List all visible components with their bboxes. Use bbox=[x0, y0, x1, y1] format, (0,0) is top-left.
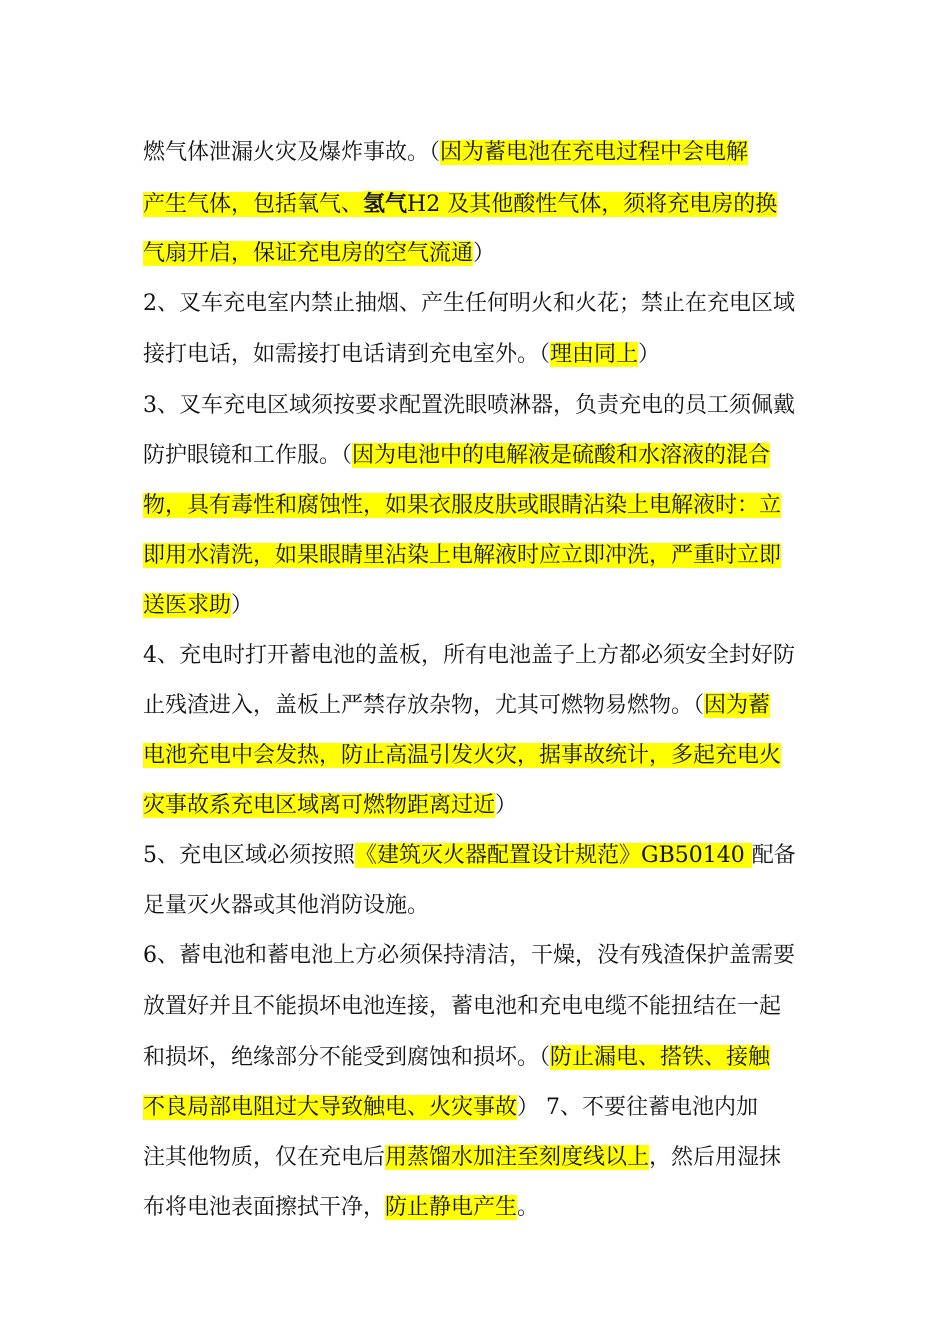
text-line bbox=[143, 179, 809, 229]
text-line bbox=[143, 731, 809, 781]
text-run: ） bbox=[473, 241, 496, 266]
highlighted-text: 不良局部电阻过大导致触电、火灾事故 bbox=[143, 1095, 518, 1120]
text-line bbox=[143, 329, 809, 381]
highlighted-text: 防止静电产生 bbox=[385, 1195, 518, 1220]
text-line bbox=[143, 631, 809, 681]
text-line bbox=[143, 1133, 809, 1183]
text-line bbox=[143, 481, 809, 531]
highlighted-text: 送医求助 bbox=[143, 593, 232, 618]
highlighted-text: 因为蓄 bbox=[704, 693, 771, 718]
highlighted-text: 即用水清洗，如果眼睛里沾染上电解液时应立即冲洗，严重时立即 bbox=[143, 543, 782, 568]
text-run: ） bbox=[638, 342, 661, 367]
highlighted-text: H2 及其他酸性气体，须将充电房的换 bbox=[407, 192, 778, 217]
text-line bbox=[143, 1083, 809, 1133]
text-line bbox=[143, 229, 809, 279]
highlighted-text: 防止漏电、搭铁、接触 bbox=[550, 1045, 771, 1070]
text-run: 燃气体泄漏火灾及爆炸事故。（ bbox=[143, 140, 441, 165]
text-run: ） bbox=[231, 593, 254, 618]
text-run: 2、叉车充电室内禁止抽烟、产生任何明火和火花；禁止在充电区域 bbox=[143, 291, 795, 316]
text-run: 注其他物质，仅在充电后 bbox=[143, 1145, 386, 1170]
text-line bbox=[143, 681, 809, 731]
text-run: 防护眼镜和工作服。（ bbox=[143, 443, 353, 468]
text-line bbox=[143, 531, 809, 581]
text-line bbox=[143, 1033, 809, 1083]
text-run: ） bbox=[495, 793, 518, 818]
text-run: 5、充电区域必须按照 bbox=[143, 843, 355, 868]
text-run: 4、充电时打开蓄电池的盖板，所有电池盖子上方都必须安全封好防 bbox=[143, 643, 795, 668]
highlighted-text: 理由同上 bbox=[550, 342, 639, 367]
text-line bbox=[143, 781, 809, 831]
highlighted-text: 物，具有毒性和腐蚀性，如果衣服皮肤或眼睛沾染上电解液时：立 bbox=[143, 493, 782, 518]
text-line bbox=[143, 279, 809, 329]
text-line bbox=[143, 581, 809, 631]
text-run: 6、蓄电池和蓄电池上方必须保持清洁，干燥，没有残渣保护盖需要 bbox=[143, 943, 795, 968]
text-run: 3、叉车充电区域须按要求配置洗眼喷淋器，负责充电的员工须佩戴 bbox=[143, 393, 795, 418]
document-body bbox=[143, 127, 809, 1233]
text-run: 足量灭火器或其他消防设施。 bbox=[143, 893, 430, 918]
text-run: ，然后用湿抹 bbox=[649, 1145, 782, 1170]
highlighted-text: 用蒸馏水加注至刻度线以上 bbox=[385, 1145, 650, 1170]
highlighted-text: 产生气体，包括氧气、 bbox=[143, 192, 364, 217]
text-run: 。 bbox=[517, 1195, 540, 1220]
text-line bbox=[143, 431, 809, 481]
highlighted-text: 氢气 bbox=[363, 191, 408, 217]
highlighted-text: 气扇开启，保证充电房的空气流通 bbox=[143, 241, 474, 266]
text-run: 接打电话，如需接打电话请到充电室外。（ bbox=[143, 342, 551, 367]
text-line bbox=[143, 1183, 809, 1233]
highlighted-text: 电池充电中会发热，防止高温引发火灾，据事故统计，多起充电火 bbox=[143, 743, 782, 768]
text-line bbox=[143, 831, 809, 881]
text-line bbox=[143, 381, 809, 431]
text-run: 配备 bbox=[751, 843, 796, 868]
text-line bbox=[143, 981, 809, 1033]
text-run: 布将电池表面擦拭干净， bbox=[143, 1195, 386, 1220]
text-run: 和损坏，绝缘部分不能受到腐蚀和损坏。（ bbox=[143, 1045, 551, 1070]
highlighted-text: 因为蓄电池在充电过程中会电解 bbox=[440, 140, 749, 165]
text-line bbox=[143, 127, 809, 179]
highlighted-text: 灾事故系充电区域离可燃物距离过近 bbox=[143, 793, 496, 818]
text-run: 放置好并且不能损坏电池连接，蓄电池和充电电缆不能扭结在一起 bbox=[143, 994, 782, 1019]
text-line bbox=[143, 881, 809, 931]
text-line bbox=[143, 931, 809, 981]
highlighted-text: 《建筑灭火器配置设计规范》GB50140 bbox=[355, 843, 752, 868]
text-run: 止残渣进入，盖板上严禁存放杂物，尤其可燃物易燃物。（ bbox=[143, 693, 705, 718]
text-run: ） 7、不要往蓄电池内加 bbox=[517, 1095, 759, 1120]
highlighted-text: 因为电池中的电解液是硫酸和水溶液的混合 bbox=[352, 443, 771, 468]
